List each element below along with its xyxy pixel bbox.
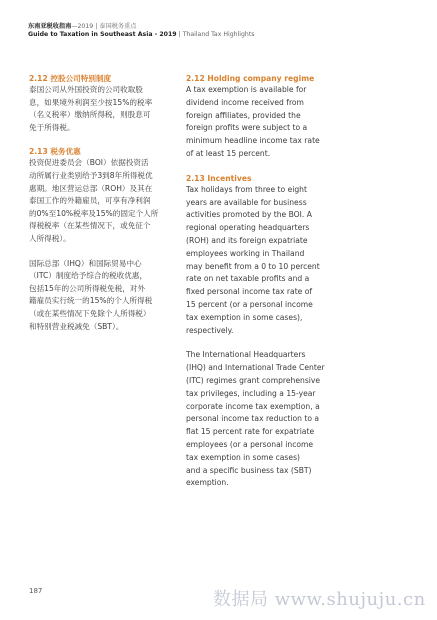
watermark: 数据局 www.shujuju.cn [213, 589, 426, 610]
en-paragraph-incentives: Tax holidays from three to eight years are available for business activities promoted by the BOI. A regional operating headquarters (ROH) and its foreign expatriate employees working in Thailand may benefit from a 0 to 10 percent rate on net taxable profits and a fixed personal income tax rate of 15 percent (or a personal income tax exemption in some cases), respectively. [186, 184, 320, 335]
cn-heading-holding-company: 2.12 控股公司特别制度 [29, 74, 112, 83]
header-cn-title: 东南亚税收指南 [28, 23, 72, 30]
cn-heading-incentives: 2.13 税务优惠 [29, 147, 81, 157]
en-heading-holding-company: 2.12 Holding company regime [186, 74, 315, 83]
header-en-title: Guide to Taxation in Southeast Asia - 2019 [28, 31, 177, 38]
cn-paragraph-holding-company: 泰国公司从外国投资的公司收取股 息，如果境外利润至少按15%的税率 （名义税率）缴纳所得税，则股息可 免于所得税。 [29, 85, 153, 132]
cn-paragraph-ihq-itc: 国际总部（IHQ）和国际贸易中心 （ITC）制度给予综合的税收优惠， 包括15年的公司所得税免税，对外 籍雇员实行统一的15%的个人所得税 （或在某些情况下免除个人所得税） 和特别营业税减免（SBT）。 [29, 258, 153, 331]
header-cn-line [28, 23, 418, 31]
header-en-subtitle: Thailand Tax Highlights [182, 31, 255, 38]
en-heading-incentives: 2.13 Incentives [186, 173, 252, 183]
chinese-column [29, 73, 169, 333]
page-header [28, 23, 418, 39]
cn-paragraph-incentives: 投资促进委员会（BOI）依据投资活 动所属行业类别给予3到8年所得税优 惠期。地区营运总部（ROH）及其在 泰国工作的外籍雇员，可享有净利润 的0%至10%税率及15%的固定个人所 得税税率（在某些情况下，或免征个 人所得税）。 [29, 158, 159, 243]
en-paragraph-holding-company: A tax exemption is available for dividend income received from foreign affiliates, provided the foreign profits were subject to a minimum headline income tax rate of at least 15 percent. [186, 85, 320, 158]
en-paragraph-ihq-itc: The International Headquarters (IHQ) and International Trade Center (ITC) regimes grant comprehensive tax privileges, including a 15-year corporate income tax exemption, a personal income tax reduction to a flat 15 percent rate for expatriate employees (or a personal income tax exemption in some cases) and a specific business tax (SBT) exemption. [186, 350, 325, 488]
header-cn-subtitle: —2019 | 泰国税务重点 [71, 23, 137, 30]
english-column [186, 73, 336, 490]
page-number: 187 [29, 587, 43, 595]
header-en-line [28, 31, 418, 39]
header-en-separator: | [176, 31, 183, 38]
